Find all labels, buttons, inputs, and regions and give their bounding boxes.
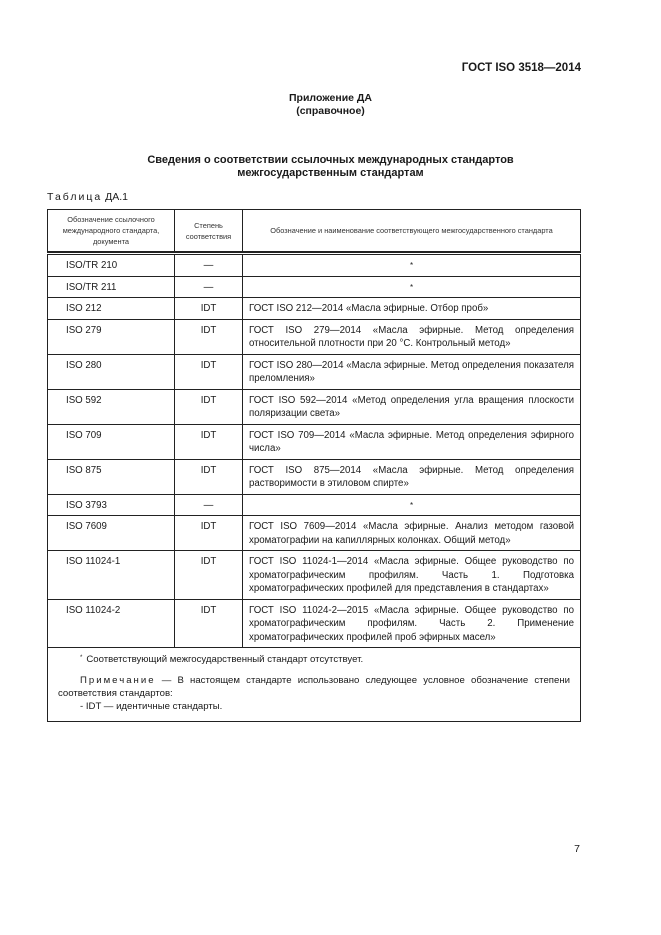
footnote-mark: * <box>80 655 83 661</box>
section-heading-line1: Сведения о соответствии ссылочных международных стандартов <box>147 154 514 166</box>
cell-degree: IDT <box>175 551 243 600</box>
note-text: — В настоящем стандарте использовано следующее условное обозначение степени соответствия стандартов: <box>58 675 570 699</box>
cell-standard: ГОСТ ISO 592—2014 «Метод определения угла вращения плоскости поляризации света» <box>243 389 581 424</box>
header-col-reference: Обозначение ссылочного международного стандарта, документа <box>48 210 175 252</box>
footnote-marker: * <box>409 500 414 510</box>
cell-standard <box>243 494 581 516</box>
table-row <box>48 319 581 354</box>
cell-degree: — <box>175 254 243 277</box>
note-label: Примечание <box>80 675 156 686</box>
table-row <box>48 389 581 424</box>
cell-degree: — <box>175 276 243 298</box>
cell-reference: ISO/TR 210 <box>48 254 175 277</box>
table-caption-label: Таблица <box>47 191 103 203</box>
appendix-title: Приложение ДА <box>289 92 372 104</box>
table-row <box>48 424 581 459</box>
table-caption <box>47 191 128 203</box>
footnote-text: Соответствующий межгосударственный стандарт отсутствует. <box>86 654 364 665</box>
note-item: - IDT — идентичные стандарты. <box>80 701 223 712</box>
footnote-marker: * <box>409 261 414 270</box>
cell-reference: ISO 11024-2 <box>48 599 175 648</box>
table-row <box>48 254 581 277</box>
cell-degree: — <box>175 494 243 516</box>
footnote <box>58 652 570 666</box>
footnote-marker: * <box>409 282 414 292</box>
cell-reference: ISO 11024-1 <box>48 551 175 600</box>
table-row <box>48 354 581 389</box>
cell-standard: ГОСТ ISO 11024-2—2015 «Масла эфирные. Общее руководство по хроматографическим профилям. Часть 2. Применение хроматографических профилей проб эфирных масел» <box>243 599 581 648</box>
section-heading-line2: межгосударственным стандартам <box>237 167 424 179</box>
note <box>58 674 570 700</box>
cell-reference: ISO 7609 <box>48 516 175 551</box>
cell-reference: ISO/TR 211 <box>48 276 175 298</box>
header-col-degree: Степень соответствия <box>175 210 243 252</box>
table-row <box>48 494 581 516</box>
appendix-subtitle: (справочное) <box>296 105 365 117</box>
table-row <box>48 459 581 494</box>
cell-degree: IDT <box>175 354 243 389</box>
table-row <box>48 551 581 600</box>
cell-standard <box>243 254 581 277</box>
table-footer-row <box>48 648 581 722</box>
cell-standard: ГОСТ ISO 875—2014 «Масла эфирные. Метод определения растворимости в этиловом спирте» <box>243 459 581 494</box>
cell-standard: ГОСТ ISO 212—2014 «Масла эфирные. Отбор проб» <box>243 298 581 320</box>
table-row <box>48 599 581 648</box>
header-col-standard: Обозначение и наименование соответствующего межгосударственного стандарта <box>243 210 581 252</box>
cell-degree: IDT <box>175 459 243 494</box>
cell-standard <box>243 276 581 298</box>
table-header-row <box>48 210 581 252</box>
cell-standard: ГОСТ ISO 7609—2014 «Масла эфирные. Анализ методом газовой хроматографии на капиллярных колонках. Общий метод» <box>243 516 581 551</box>
page-number: 7 <box>574 843 580 855</box>
cell-degree: IDT <box>175 599 243 648</box>
table-row <box>48 276 581 298</box>
appendix-heading <box>0 92 661 118</box>
table-caption-number: ДА.1 <box>105 191 128 203</box>
cell-standard: ГОСТ ISO 11024-1—2014 «Масла эфирные. Общее руководство по хроматографическим профилям. Часть 1. Подготовка хроматографических профилей для представления в стандартах» <box>243 551 581 600</box>
cell-degree: IDT <box>175 389 243 424</box>
table-notes <box>48 648 581 722</box>
table-row <box>48 298 581 320</box>
cell-degree: IDT <box>175 516 243 551</box>
cell-reference: ISO 875 <box>48 459 175 494</box>
cell-reference: ISO 280 <box>48 354 175 389</box>
document-code: ГОСТ ISO 3518—2014 <box>461 62 581 74</box>
cell-standard: ГОСТ ISO 709—2014 «Масла эфирные. Метод определения эфирного числа» <box>243 424 581 459</box>
cell-reference: ISO 279 <box>48 319 175 354</box>
table-row <box>48 516 581 551</box>
correspondence-table <box>47 209 581 722</box>
cell-degree: IDT <box>175 298 243 320</box>
cell-standard: ГОСТ ISO 280—2014 «Масла эфирные. Метод определения показателя преломления» <box>243 354 581 389</box>
cell-reference: ISO 3793 <box>48 494 175 516</box>
cell-reference: ISO 592 <box>48 389 175 424</box>
cell-reference: ISO 709 <box>48 424 175 459</box>
cell-degree: IDT <box>175 319 243 354</box>
section-heading <box>0 154 661 180</box>
cell-standard: ГОСТ ISO 279—2014 «Масла эфирные. Метод определения относительной плотности при 20 °С. Контрольный метод» <box>243 319 581 354</box>
cell-reference: ISO 212 <box>48 298 175 320</box>
cell-degree: IDT <box>175 424 243 459</box>
